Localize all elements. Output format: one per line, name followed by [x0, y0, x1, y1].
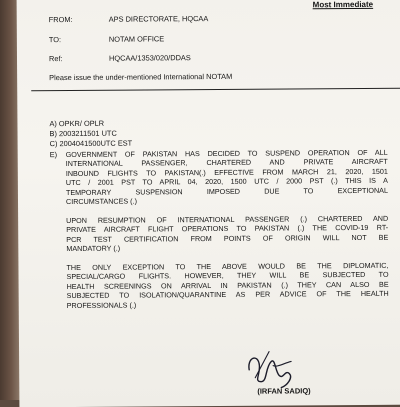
paragraph-line: INTERNATIONAL PASSENGER, CHARTERED AND PRIVATE AIRCRAFT	[65, 157, 388, 169]
paragraph-line: TEMPORARY SUSPENSION IMPOSED DUE TO EXCEPTIONAL	[65, 185, 388, 197]
paragraph-line: THE ONLY EXCEPTION TO THE ABOVE WOULD BE THE DIPLOMATIC,	[66, 260, 389, 273]
paragraph-suspension	[66, 148, 388, 207]
to-value: NOTAM OFFICE	[108, 34, 165, 44]
paragraph-line: PROFESSIONALS (.)	[66, 300, 137, 310]
notam-document	[17, 0, 400, 407]
paragraph-line: UTC / 2001 PST TO APRIL 04, 2020, 1500 UTC / 2000 PST (.) THIS IS A	[65, 176, 388, 188]
item-e-prefix: E)	[49, 150, 58, 160]
paragraph-line: PCR TEST CERTIFICATION FROM POINTS OF ORIGIN WILL NOT BE	[66, 232, 389, 244]
paragraph-line: UPON RESUMPTION OF INTERNATIONAL PASSENGER (.) CHARTERED AND	[66, 213, 389, 226]
paragraph-line: HEALTH SCREENINGS ON ARRIVAL IN PAKISTAN (.) THEY CAN ALSO BE	[66, 279, 389, 291]
paragraph-line: INBOUND FLIGHTS TO PAKISTAN(.) EFFECTIVE FROM MARCH 21, 2020, 1501	[65, 166, 388, 178]
paragraph-line: SUBJECTED TO ISOLATION/QUARANTINE AS PER ADVICE OF THE HEALTH	[66, 289, 389, 301]
paragraph-resumption	[66, 214, 388, 254]
from-label: FROM:	[48, 14, 73, 25]
paragraph-line: PRIVATE AIRCRAFT FLIGHT OPERATIONS TO PAKISTAN (.) THE COVID-19 RT-	[66, 223, 389, 235]
from-value: APS DIRECTORATE, HQCAA	[108, 14, 209, 24]
item-b: B) 2003211501 UTC	[49, 128, 117, 139]
item-a: A) OPKR/ OPLR	[49, 118, 105, 129]
signatory-name: (IRFAN SADIQ)	[257, 386, 311, 396]
to-label: TO:	[48, 35, 62, 45]
item-c: C) 2004041500UTC EST	[49, 138, 133, 149]
ref-label: Ref:	[48, 54, 63, 64]
paragraph-line: SPECIAL/CARGO FLIGHTS. HOWEVER, THEY WILL BE SUBJECTED TO	[66, 270, 389, 282]
ref-value: HQCAA/1353/020/DDAS	[108, 53, 191, 63]
priority-marking: Most Immediate	[312, 0, 374, 10]
paragraph-line: MANDATORY (.)	[66, 243, 121, 254]
paragraph-line: CIRCUMSTANCES (.)	[65, 196, 137, 207]
instruction-line: Please issue the under-mentioned International NOTAM	[49, 71, 233, 83]
paragraph-exceptions	[66, 261, 388, 310]
top-rule	[31, 88, 400, 92]
paragraph-line: GOVERNMENT OF PAKISTAN HAS DECIDED TO SUSPEND OPERATION OF ALL	[65, 147, 388, 160]
